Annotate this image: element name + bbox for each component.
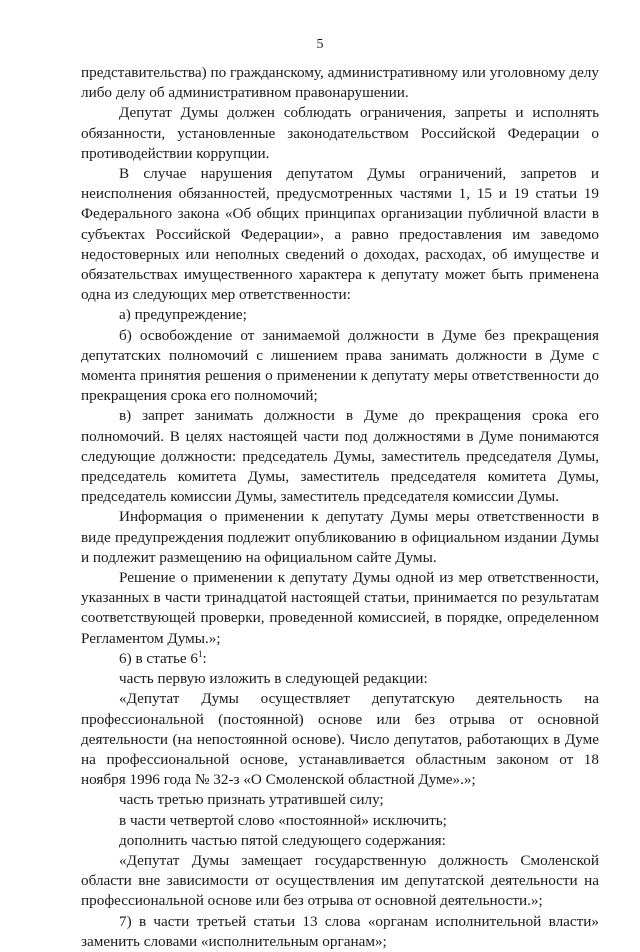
quoted-paragraph: «Депутат Думы замещает государственную должность Смоленской области вне зависимости от осуществления им депутатской деятельности на профессиональной основе или без отрыва от основной деятельности.»;: [81, 851, 599, 910]
list-item: в) запрет занимать должности в Думе до прекращения срока его полномочий. В целях настоящей части под должностями в Думе понимаются следующие должности: председатель Думы, заместитель председателя Думы, председатель комитета Думы, заместитель председателя комитета Думы, председатель комиссии Думы, заместитель председателя комиссии Думы.: [81, 407, 599, 506]
superscript: 1: [198, 648, 203, 659]
paragraph: Информация о применении к депутату Думы меры ответственности в виде предупреждения подлежит опубликованию в официальном издании Думы и подлежит размещению на официальном сайте Думы.: [81, 508, 599, 566]
paragraph: Решение о применении к депутату Думы одной из мер ответственности, указанных в части тринадцатой настоящей статьи, принимается по результатам соответствующей проверки, проведенной комиссией, в порядке, определенном Регламентом Думы.»;: [81, 569, 599, 647]
quoted-paragraph: «Депутат Думы осуществляет депутатскую деятельность на профессиональной (постоянной) основе или без отрыва от основной деятельности (на непостоянной основе). Число депутатов, работающих в Думе на профессиональной основе, устанавливается областным законом от 18 ноября 1996 года № 32-з «О Смоленской областной Думе».»;: [81, 690, 599, 789]
paragraph: часть третью признать утратившей силу;: [119, 791, 384, 809]
paragraph: в части четвертой слово «постоянной» исключить;: [119, 811, 447, 829]
amendment-item-colon: :: [202, 649, 207, 667]
amendment-item: 7) в части третьей статьи 13 слова «органам исполнительной власти» заменить словами «исполнительным органам»;: [81, 912, 599, 950]
list-item: а) предупреждение;: [119, 306, 247, 324]
paragraph: часть первую изложить в следующей редакции:: [119, 670, 428, 688]
amendment-item-text: 6) в статье 6: [119, 649, 199, 667]
paragraph: Депутат Думы должен соблюдать ограничения, запреты и исполнять обязанности, установленные законодательством Российской Федерации о противодействии коррупции.: [81, 104, 599, 162]
amendment-item: [81, 649, 599, 669]
page-number: 5: [316, 37, 324, 52]
paragraph: В случае нарушения депутатом Думы ограничений, запретов и неисполнения обязанностей, предусмотренных частями 1, 15 и 19 статьи 19 Федерального закона «Об общих принципах организации публичной власти в субъектах Российской Федерации», а равно предоставления им заведомо недостоверных или неполных сведений о доходах, расходах, об имуществе и обязательствах имущественного характера к депутату может быть применена одна из следующих мер ответственности:: [81, 165, 599, 304]
paragraph: представительства) по гражданскому, административному или уголовному делу либо делу об административном правонарушении.: [81, 64, 599, 102]
list-item: б) освобождение от занимаемой должности в Думе без прекращения депутатских полномочий с лишением права занимать должности в Думе с момента принятия решения о применении к депутату меры ответственности до прекращения срока его полномочий;: [81, 326, 599, 405]
document-body: [81, 63, 599, 952]
paragraph: дополнить частью пятой следующего содержания:: [119, 831, 446, 849]
